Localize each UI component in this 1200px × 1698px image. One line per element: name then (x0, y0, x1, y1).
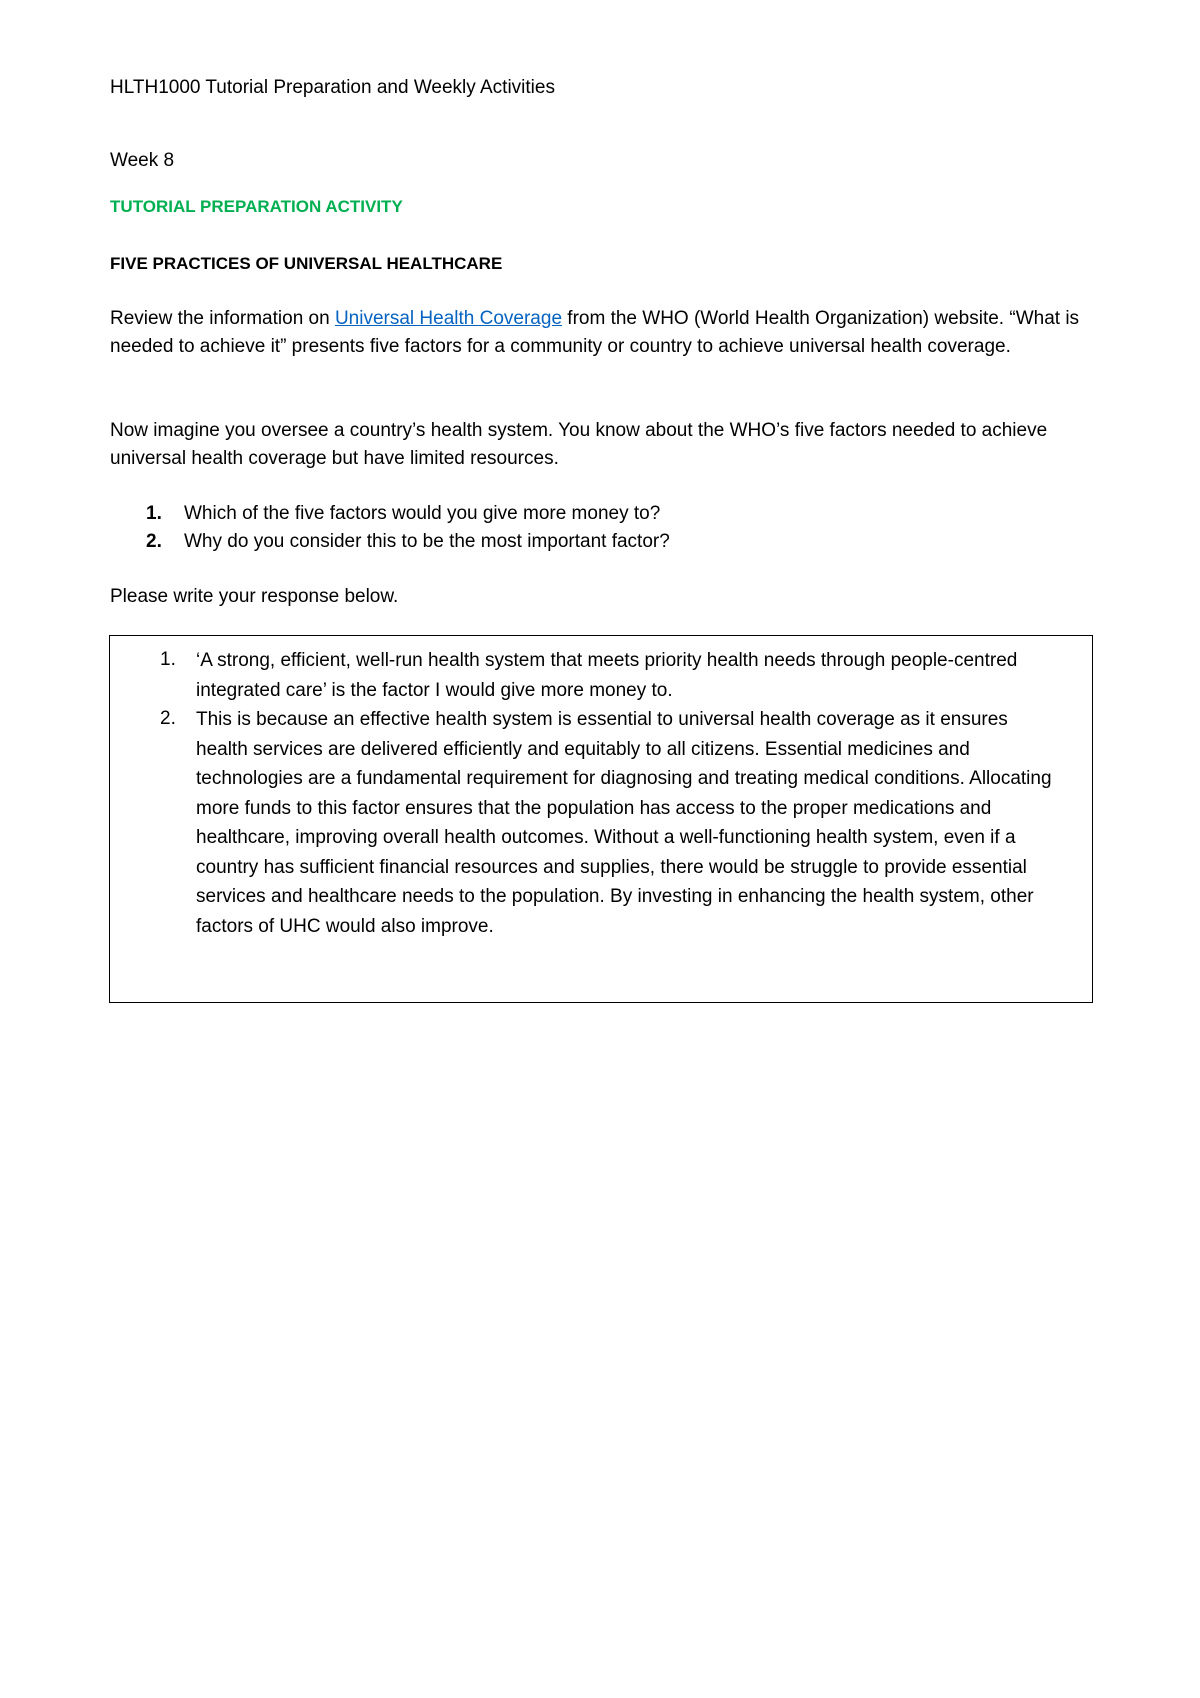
section-label: TUTORIAL PREPARATION ACTIVITY (110, 197, 403, 216)
question-text: Which of the five factors would you give more money to? (184, 503, 661, 524)
question-text: Why do you consider this to be the most important factor? (184, 531, 670, 552)
question-number: 1. (146, 503, 162, 524)
intro-text-after: from the WHO (World Health Organization) website. “What is needed to achieve it” presents five factors for a community or country to achieve universal health coverage. (110, 308, 1080, 357)
question-list (110, 500, 1090, 556)
universal-health-coverage-link[interactable]: Universal Health Coverage (334, 308, 563, 329)
list-item (110, 646, 1092, 705)
response-number: 1. (160, 649, 176, 670)
response-box (109, 635, 1093, 1003)
list-item (110, 500, 1090, 528)
response-text: This is because an effective health system is essential to universal health coverage as it ensures health services are delivered efficiently and equitably to all citizens. Essential medicines and technologies are a fundamental requirement for diagnosing and treating medical conditions. Allocating more funds to this factor ensures that the population has access to the proper medications and healthcare, improving overall health outcomes. Without a well-functioning health system, even if a country has sufficient financial resources and supplies, there would be struggle to provide essential services and healthcare needs to the population. By investing in enhancing the health system, other factors of UHC would also improve. (196, 709, 1052, 937)
section-title: FIVE PRACTICES OF UNIVERSAL HEALTHCARE (110, 254, 503, 273)
intro-text-before: Review the information on (110, 308, 335, 329)
intro-paragraph (110, 305, 1090, 361)
response-list (110, 646, 1092, 941)
document-header: HLTH1000 Tutorial Preparation and Weekly Activities (110, 77, 555, 98)
response-number: 2. (160, 708, 176, 729)
response-text: ‘A strong, efficient, well-run health system that meets priority health needs through people-centred integrated care’ is the factor I would give more money to. (196, 650, 1018, 701)
question-number: 2. (146, 531, 162, 552)
week-label: Week 8 (110, 150, 175, 171)
scenario-paragraph: Now imagine you oversee a country’s health system. You know about the WHO’s five factors needed to achieve universal health coverage but have limited resources. (110, 420, 1048, 469)
list-item (110, 705, 1092, 941)
list-item (110, 528, 1090, 556)
response-prompt: Please write your response below. (110, 586, 399, 607)
